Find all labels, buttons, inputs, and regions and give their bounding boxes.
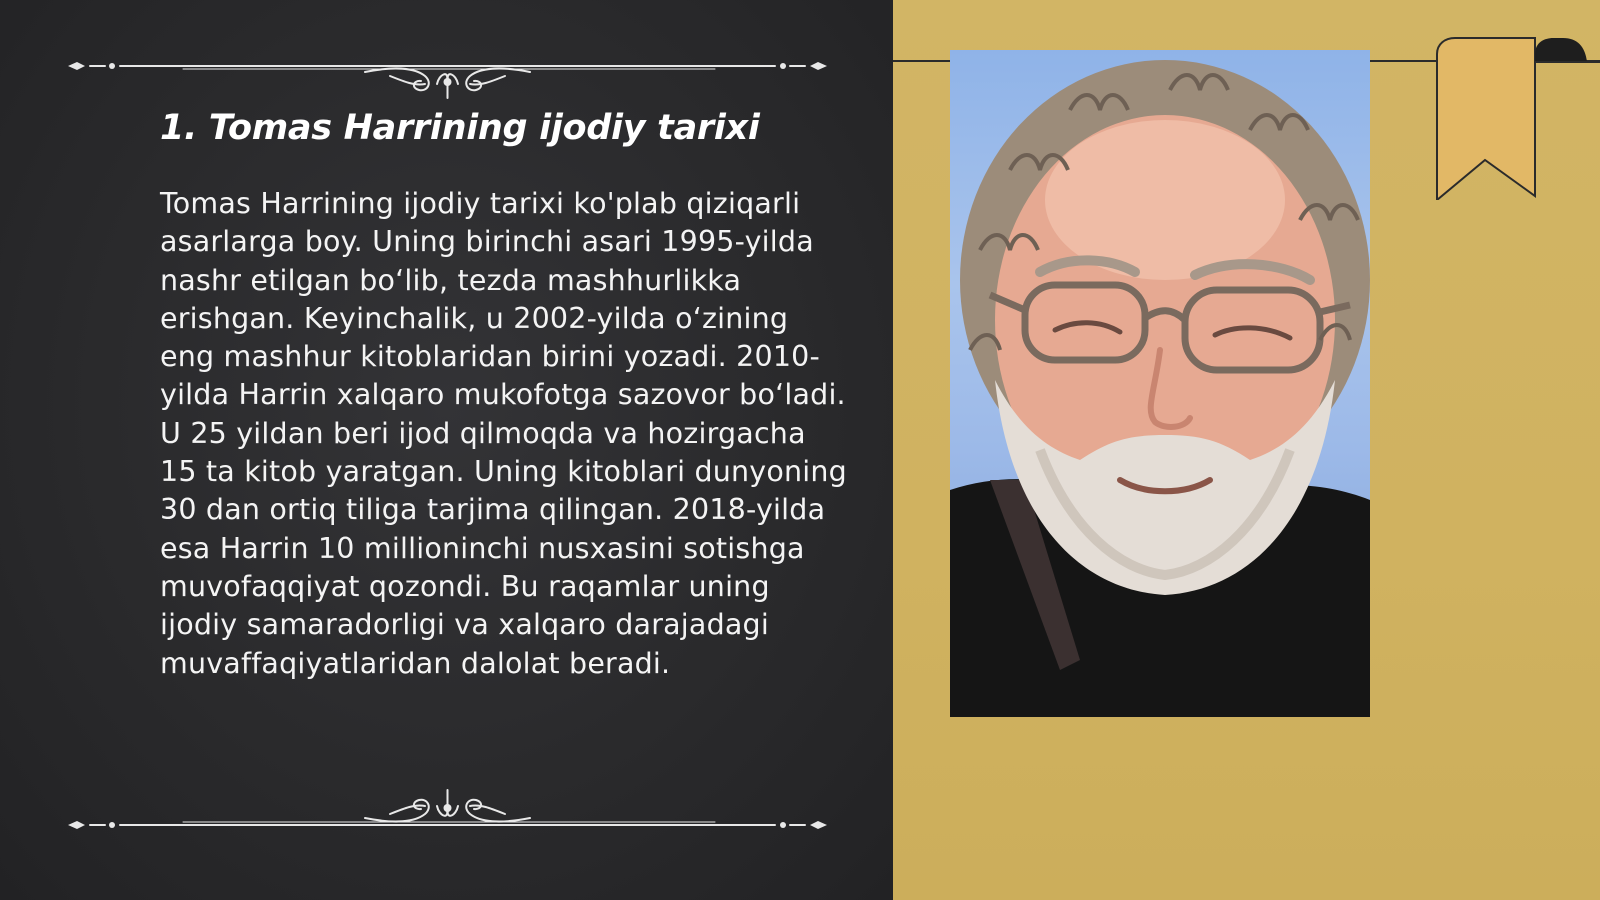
slide-title: 1. Tomas Harrining ijodiy tarixi bbox=[160, 108, 760, 148]
top-flourish-divider bbox=[65, 40, 830, 100]
slide-body-text: Tomas Harrining ijodiy tarixi ko'plab qiziqarli asarlarga boy. Uning birinchi asari 1995-yilda nashr etilgan bo‘lib, tezda mashhurlikka erishgan. Keyinchalik, u 2002-yilda o‘zining eng mashhur kitoblaridan birini yozadi. 2010-yilda Harrin xalqaro mukofotga sazovor bo‘ladi. U 25 yildan beri ijod qilmoqda va hozirgacha 15 ta kitob yaratgan. Uning kitoblari dunyoning 30 dan ortiq tiliga tarjima qilingan. 2018-yilda esa Harrin 10 millioninchi nusxasini sotishga muvofaqqiyat qozondi. Bu raqamlar uning ijodiy samaradorligi va xalqaro darajadagi muvaffaqiyatlaridan dalolat beradi. bbox=[160, 187, 847, 680]
bottom-flourish-divider bbox=[65, 770, 830, 830]
author-portrait-photo bbox=[950, 50, 1370, 717]
rail-line bbox=[1370, 60, 1440, 62]
rail-line bbox=[893, 60, 950, 62]
ribbon-bookmark-icon bbox=[1435, 36, 1600, 200]
